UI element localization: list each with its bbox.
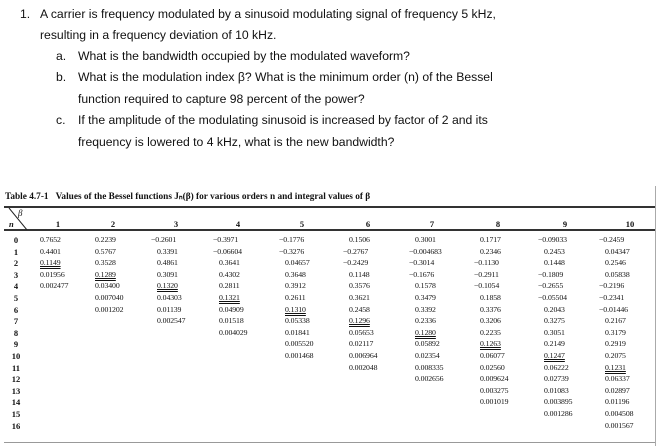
table-cell: 0.1310 [285, 304, 306, 314]
table-cell: 0.04909 [219, 304, 244, 314]
table-cell: 0.03400 [95, 281, 120, 291]
table-cell: 0.02897 [605, 385, 630, 395]
table-cell: 0.06337 [605, 374, 630, 384]
n-label-7: 7 [13, 316, 19, 327]
table-cell: 0.1231 [605, 362, 626, 372]
beta-header-5: 5 [299, 219, 305, 229]
beta-header-10: 10 [625, 219, 635, 229]
table-cell: 0.7652 [40, 235, 61, 244]
question-c-text-1: If the amplitude of the modulating sinusoid is increased by factor of 2 and its [78, 113, 488, 127]
table-cell: 0.2043 [544, 304, 565, 314]
table-cell: 0.005520 [285, 339, 314, 349]
beta-header-4: 4 [235, 219, 241, 229]
table-cell: 0.2458 [349, 304, 370, 314]
table-cell: −0.2429 [343, 258, 369, 268]
table-cell: −0.3014 [409, 258, 435, 268]
table-cell: 0.3576 [349, 281, 370, 291]
table-cell: 0.002477 [40, 281, 69, 291]
table-cell: −0.2655 [538, 281, 564, 291]
table-cell: 0.05838 [605, 269, 630, 279]
table-cell: −0.2767 [343, 246, 369, 256]
n-label-3: 3 [13, 269, 19, 280]
table-cell: 0.01083 [544, 385, 569, 395]
table-cell: 0.05892 [415, 339, 440, 349]
table-cell: 0.1448 [544, 258, 565, 268]
problem-stem-line-1: A carrier is frequency modulated by a sinusoid modulating signal of frequency 5 kHz, [40, 7, 496, 21]
table-number: Table 4.7-1 [5, 192, 49, 202]
table-cell: 0.001019 [480, 397, 509, 407]
n-label-15: 15 [11, 409, 21, 419]
table-cell: 0.4401 [40, 246, 61, 256]
table-cell: 0.002048 [349, 362, 378, 372]
table-cell: 0.1247 [544, 351, 565, 360]
table-cell: 0.01841 [285, 327, 310, 337]
n-label-1: 1 [13, 246, 19, 257]
table-cell: 0.1149 [40, 258, 61, 268]
table-cell: 0.4861 [157, 258, 178, 268]
n-label-4: 4 [13, 281, 19, 292]
table-cell: 0.1578 [415, 281, 436, 291]
table-cell: −0.2911 [474, 269, 499, 279]
table-top-rule [4, 206, 655, 208]
table-cell: 0.02354 [415, 351, 440, 360]
table-cell: 0.2546 [605, 258, 626, 268]
table-cell: 0.2811 [219, 281, 240, 291]
table-cell: 0.002547 [157, 316, 186, 326]
table-caption [5, 191, 370, 202]
table-cell: 0.3206 [480, 316, 501, 326]
table-cell: 0.002656 [415, 374, 444, 384]
table-cell: 0.02117 [349, 339, 374, 349]
table-cell: 0.006964 [349, 351, 378, 360]
table-cell: 0.1320 [157, 281, 178, 291]
question-a-text: What is the bandwidth occupied by the modulated waveform? [78, 49, 410, 63]
beta-header-1: 1 [55, 219, 61, 229]
table-cell: 0.003275 [480, 385, 509, 395]
n-label-9: 9 [13, 339, 19, 350]
table-cell: 0.1263 [480, 339, 501, 349]
table-cell: 0.4302 [219, 269, 240, 279]
table-cell: 0.001468 [285, 351, 314, 360]
n-label-16: 16 [11, 420, 21, 431]
beta-header-7: 7 [429, 219, 435, 229]
table-cell: 0.3912 [285, 281, 306, 291]
table-cell: −0.2196 [599, 281, 625, 291]
table-cell: 0.2919 [605, 339, 626, 349]
table-cell: 0.01196 [605, 397, 630, 407]
table-cell: 0.2167 [605, 316, 626, 326]
table-cell: −0.1054 [474, 281, 500, 291]
table-cell: 0.1280 [415, 327, 436, 337]
n-label-14: 14 [11, 397, 21, 408]
table-cell: −0.06604 [213, 246, 242, 256]
table-cell: −0.01446 [599, 304, 628, 314]
table-cell: −0.09033 [538, 235, 567, 244]
table-cell: 0.3648 [285, 269, 306, 279]
table-cell: −0.1809 [538, 269, 564, 279]
table-cell: 0.2611 [285, 293, 306, 302]
table-cell: 0.3001 [415, 235, 436, 244]
corner-n-label: n [9, 219, 14, 229]
problem-stem-line-2: resulting in a frequency deviation of 10 kHz. [40, 28, 277, 42]
table-cell: 0.3091 [157, 269, 178, 279]
question-b-label: b. [56, 70, 67, 84]
table-cell: −0.3971 [213, 235, 239, 244]
table-cell: 0.5767 [95, 246, 116, 256]
table-cell: 0.3179 [605, 327, 626, 337]
table-cell: 0.06222 [544, 362, 569, 372]
table-cell: 0.3391 [157, 246, 178, 256]
table-cell: 0.01518 [219, 316, 244, 326]
table-cell: 0.1148 [349, 269, 370, 279]
table-cell: 0.1858 [480, 293, 501, 302]
n-label-11: 11 [11, 362, 21, 373]
question-c-text-2: frequency is lowered to 4 kHz, what is the new bandwidth? [78, 135, 395, 149]
beta-header-8: 8 [495, 219, 501, 229]
corner-beta-label: β [18, 208, 23, 218]
beta-header-9: 9 [562, 219, 568, 229]
question-b-text-1: What is the modulation index β? What is the minimum order (n) of the Bessel [78, 70, 493, 84]
table-cell: 0.3479 [415, 293, 436, 302]
table-cell: −0.3276 [279, 246, 305, 256]
table-cell: 0.2075 [605, 351, 626, 360]
table-cell: 0.04347 [605, 246, 630, 256]
table-cell: 0.2346 [480, 246, 501, 256]
table-cell: 0.1296 [349, 316, 370, 326]
table-cell: −0.2341 [599, 293, 625, 302]
beta-header-2: 2 [110, 219, 116, 229]
table-cell: 0.1289 [95, 269, 116, 279]
table-cell: 0.3275 [544, 316, 565, 326]
table-cell: 0.003895 [544, 397, 573, 407]
table-cell: −0.1776 [279, 235, 305, 244]
n-label-0: 0 [13, 235, 19, 245]
beta-header-3: 3 [173, 219, 179, 229]
n-label-8: 8 [13, 327, 19, 338]
table-cell: −0.2459 [599, 235, 625, 244]
table-cell: −0.2601 [151, 235, 177, 244]
table-cell: 0.001286 [544, 409, 573, 418]
page-edge-line [655, 186, 656, 446]
table-cell: 0.1321 [219, 293, 240, 302]
beta-header-6: 6 [365, 219, 371, 229]
table-cell: −0.05504 [538, 293, 567, 302]
table-cell: 0.01139 [157, 304, 182, 314]
table-cell: 0.1717 [480, 235, 501, 244]
question-b-text-2: function required to capture 98 percent of the power? [78, 92, 365, 106]
table-cell: 0.3051 [544, 327, 565, 337]
table-cell: −0.1676 [409, 269, 435, 279]
table-cell: 0.2235 [480, 327, 501, 337]
question-a-label: a. [56, 49, 67, 63]
table-cell: 0.3621 [349, 293, 370, 302]
question-c-label: c. [56, 113, 66, 127]
n-label-10: 10 [11, 351, 21, 361]
table-cell: 0.001202 [95, 304, 124, 314]
table-cell: 0.004508 [605, 409, 634, 418]
table-cell: 0.004029 [219, 327, 248, 337]
table-cell: 0.008335 [415, 362, 444, 372]
table-cell: 0.02739 [544, 374, 569, 384]
table-cell: 0.007040 [95, 293, 124, 302]
n-label-12: 12 [11, 374, 21, 385]
table-cell: 0.05653 [349, 327, 374, 337]
n-label-6: 6 [13, 304, 19, 315]
table-cell: 0.2239 [95, 235, 116, 244]
n-label-5: 5 [13, 293, 19, 303]
table-cell: −0.1130 [474, 258, 499, 268]
table-cell: 0.2149 [544, 339, 565, 349]
table-cell: −0.004683 [409, 246, 442, 256]
table-cell: 0.2453 [544, 246, 565, 256]
table-cell: 0.04303 [157, 293, 182, 302]
table-cell: 0.02560 [480, 362, 505, 372]
table-cell: 0.001567 [605, 420, 634, 430]
problem-number: 1. [20, 7, 31, 21]
table-cell: 0.009624 [480, 374, 509, 384]
table-cell: 0.3376 [480, 304, 501, 314]
table-caption-text: Values of the Bessel functions Jₙ(β) for various orders n and integral values of β [55, 192, 371, 202]
n-label-13: 13 [11, 385, 21, 396]
table-cell: 0.3392 [415, 304, 436, 314]
table-cell: 0.3641 [219, 258, 240, 268]
table-cell: 0.04657 [285, 258, 310, 268]
table-cell: 0.3528 [95, 258, 116, 268]
table-bottom-rule [4, 442, 655, 443]
n-label-2: 2 [13, 258, 19, 269]
table-cell: 0.01956 [40, 269, 65, 279]
table-cell: 0.1506 [349, 235, 370, 244]
table-cell: 0.06077 [480, 351, 505, 360]
table-cell: 0.2336 [415, 316, 436, 326]
table-cell: 0.05338 [285, 316, 310, 326]
table-header-rule [4, 229, 655, 231]
